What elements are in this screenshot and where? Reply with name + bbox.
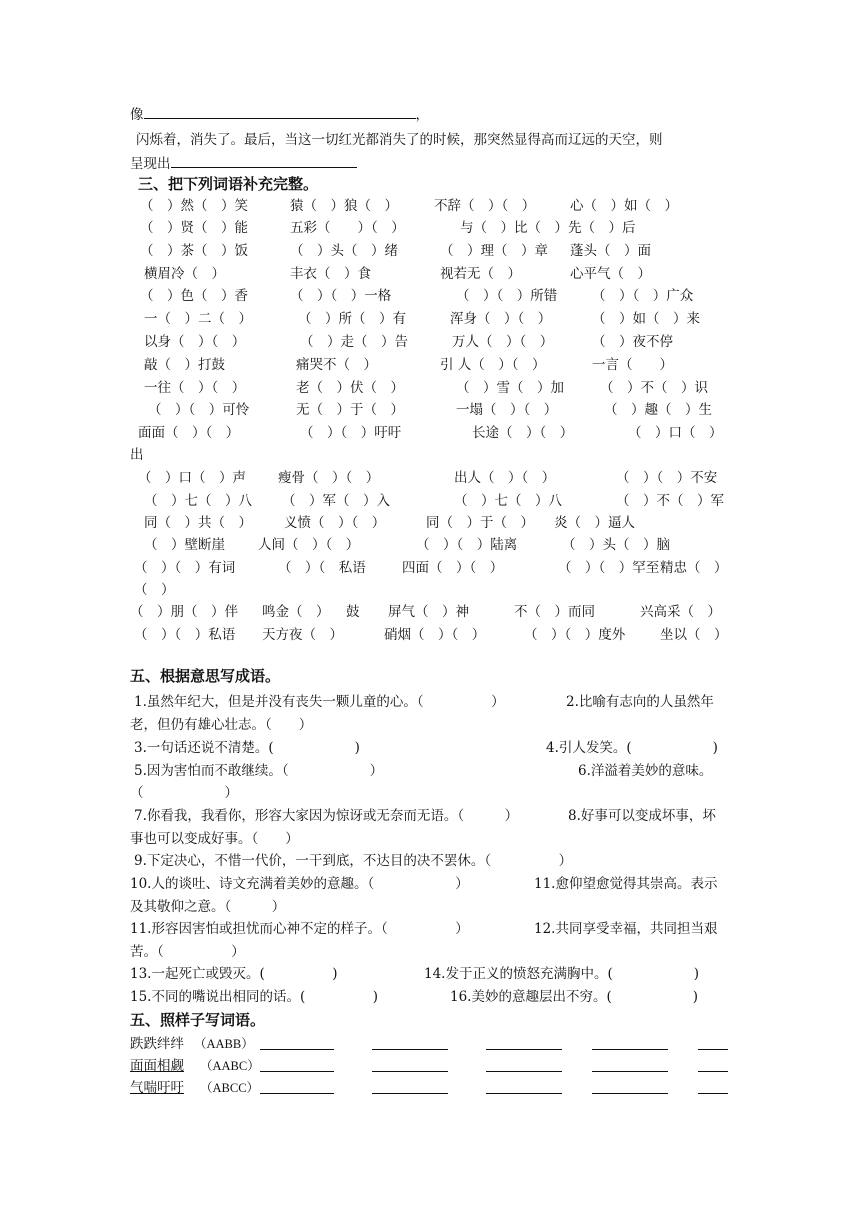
idiom-item[interactable]: （ ）（ ）私语 [134, 627, 236, 643]
idiom-item[interactable]: 炎（ ）逼人 [554, 515, 635, 531]
answer-blank[interactable] [372, 1071, 448, 1072]
question-item[interactable]: 4.引人发笑。( ) [546, 740, 718, 756]
idiom-item[interactable]: 丰衣（ ）食 [290, 266, 371, 282]
question-item[interactable]: 14.发于正义的愤怒充满胸中。( ) [424, 966, 700, 982]
intro-line-3-prefix: 呈现出 [130, 156, 171, 172]
idiom-item[interactable]: （ ）（ ）吁吁 [300, 425, 402, 441]
intro-blank-1[interactable] [144, 104, 416, 119]
idiom-item[interactable]: （ ）（ ）陆离 [416, 537, 518, 553]
question-item[interactable]: 15.不同的嘴说出相同的话。( ) [130, 989, 379, 1005]
idiom-item[interactable]: 不辞（ ）（ ） [434, 198, 536, 214]
idiom-item[interactable]: （ ）七（ ）八 [454, 493, 562, 509]
answer-blank[interactable] [260, 1071, 334, 1072]
idiom-item[interactable]: 鸣金（ ） [262, 604, 330, 620]
idiom-item[interactable]: 痛哭不（ ） [296, 357, 377, 373]
idiom-item[interactable]: 四面（ ）（ ） [402, 560, 504, 576]
idiom-item[interactable]: 一（ ）二（ ） [144, 311, 252, 327]
idiom-item[interactable]: （ ）（ ）可怜 [148, 402, 250, 418]
section5b-heading: 五、照样子写词语。 [130, 1011, 266, 1029]
answer-blank[interactable] [260, 1049, 334, 1050]
question-item[interactable]: 1.虽然年纪大，但是并没有丧失一颗儿童的心。（ ） [134, 694, 505, 710]
idiom-item[interactable]: 坐以（ ） [660, 627, 728, 643]
idiom-item[interactable]: 横眉冷（ ） [144, 266, 225, 282]
intro-line-1 [130, 104, 429, 125]
answer-blank[interactable] [592, 1093, 668, 1094]
question-item[interactable]: 7.你看我，我看你，形容大家因为惊讶或无奈而无语。（ ） [134, 808, 519, 824]
answer-blank[interactable] [486, 1093, 562, 1094]
idiom-item[interactable]: 屏气（ ）神 [388, 604, 469, 620]
question-item[interactable]: （ ） [130, 785, 238, 801]
question-item[interactable]: 16.美妙的意趣层出不穷。( ) [450, 989, 699, 1005]
idiom-item[interactable]: （ ）然（ ）笑 [140, 198, 248, 214]
idiom-item[interactable]: 一言（ ） [592, 357, 673, 373]
idiom-item[interactable]: 长途（ ）（ ） [472, 425, 574, 441]
idiom-item[interactable]: （ ）色（ ）香 [140, 288, 248, 304]
idiom-item[interactable]: 老（ ）伏（ ） [296, 380, 404, 396]
idiom-item[interactable]: 不（ ）而同 [514, 604, 595, 620]
question-item[interactable]: 12.共同享受幸福，共同担当艰 [534, 921, 718, 937]
question-item[interactable]: 8.好事可以变成坏事，坏 [568, 808, 716, 824]
idiom-item[interactable]: 视若无（ ） [440, 266, 521, 282]
idiom-item[interactable]: 硝烟（ ）（ ） [384, 627, 486, 643]
idiom-item[interactable]: 心（ ）如（ ） [570, 198, 678, 214]
idiom-item[interactable]: 引 人（ ）（ ） [440, 357, 546, 373]
idiom-item[interactable]: （ ）（ ）有词 [134, 560, 236, 576]
idiom-item[interactable]: （ ）七（ ）八 [144, 493, 252, 509]
answer-blank[interactable] [698, 1049, 728, 1050]
intro-line-3 [130, 153, 357, 174]
idiom-item[interactable]: 猿（ ）狼（ ） [290, 198, 398, 214]
idiom-item[interactable]: 同（ ）共（ ） [144, 515, 252, 531]
idiom-item[interactable]: 一往（ ）（ ） [144, 380, 246, 396]
idiom-item[interactable]: （ ）头（ ）脑 [562, 537, 670, 553]
question-item[interactable]: 3.一句话还说不清楚。( ) [134, 740, 360, 756]
answer-blank[interactable] [260, 1093, 334, 1094]
answer-blank[interactable] [486, 1049, 562, 1050]
idiom-item[interactable]: （ ）如（ ）来 [592, 311, 700, 327]
idiom-item[interactable]: （ ）趣（ ）生 [604, 402, 712, 418]
idiom-item[interactable]: 敲（ ）打鼓 [144, 357, 225, 373]
pattern-label: （AABC） [200, 1059, 260, 1073]
idiom-item[interactable]: （ ）口（ ）声 [138, 470, 246, 486]
answer-blank[interactable] [592, 1049, 668, 1050]
idiom-item[interactable]: （ ）朋（ ）伴 [130, 604, 238, 620]
question-item[interactable]: 11.愈仰望愈觉得其崇高。表示 [534, 876, 718, 892]
idiom-item[interactable]: （ ）（ ）度外 [524, 627, 626, 643]
idiom-item[interactable]: （ ）茶（ ）饭 [140, 243, 248, 259]
idiom-item[interactable]: 心平气（ ） [570, 266, 651, 282]
idiom-item[interactable]: 同（ ）于（ ） [426, 515, 534, 531]
idiom-item[interactable]: 无（ ）于（ ） [296, 402, 404, 418]
answer-blank[interactable] [486, 1071, 562, 1072]
idiom-item[interactable]: 浑身（ ）（ ） [450, 311, 552, 327]
idiom-item[interactable]: （ ）贤（ ）能 [140, 220, 248, 236]
question-item[interactable]: 9.下定决心，不惜一代价，一干到底，不达目的决不罢休。（ ） [134, 853, 573, 869]
idiom-item[interactable]: （ ）头（ ）绪 [290, 243, 398, 259]
idiom-item[interactable]: （ ）走（ ）告 [300, 334, 408, 350]
pattern-label: （ABCC） [200, 1081, 260, 1095]
idiom-item[interactable]: 义愤（ ）（ ） [284, 515, 386, 531]
idiom-item[interactable]: （ ）理（ ）章 [440, 243, 548, 259]
question-item[interactable]: 11.形容因害怕或担忧而心神不定的样子。（ ） [130, 921, 469, 937]
intro-suffix: ， [415, 107, 429, 123]
answer-blank[interactable] [698, 1071, 728, 1072]
idiom-item[interactable]: 万人（ ）（ ） [452, 334, 554, 350]
idiom-item[interactable]: 面面（ ）（ ） [138, 425, 240, 441]
idiom-item[interactable]: 五彩（ ）（ ） [290, 220, 405, 236]
idiom-item[interactable]: 出人（ ）（ ） [454, 470, 556, 486]
idiom-item[interactable]: （ ）（ 私语 [278, 560, 366, 576]
section5a-heading: 五、根据意思写成语。 [130, 667, 281, 685]
section3-heading: 三、把下列词语补充完整。 [138, 175, 319, 193]
answer-blank[interactable] [372, 1049, 448, 1050]
example-word: 跌跌绊绊 [130, 1036, 184, 1052]
question-item[interactable]: 及其敬仰之意。（ ） [130, 899, 286, 915]
idiom-item[interactable]: 蓬头（ ）面 [570, 243, 651, 259]
idiom-item[interactable]: 与（ ）比（ ）先（ ）后 [460, 220, 636, 236]
idiom-item[interactable]: （ ）壁断崖 [144, 537, 225, 553]
idiom-item[interactable]: （ ）（ ）不安 [616, 470, 718, 486]
intro-prefix: 像 [130, 107, 144, 123]
question-item[interactable]: 老，但仍有雄心壮志。（ ） [130, 717, 313, 733]
idiom-item[interactable]: （ ）（ ）罕至 [558, 560, 660, 576]
idiom-item[interactable]: 人间（ ）（ ） [258, 537, 360, 553]
intro-line-2: 闪烁着，消失了。最后，当这一切红光都消失了的时候，那突然显得高而辽远的天空，则 [136, 132, 663, 148]
idiom-item[interactable]: （ ）夜不停 [592, 334, 673, 350]
intro-blank-2[interactable] [171, 153, 357, 168]
idiom-item[interactable]: （ ）军（ ）入 [282, 493, 390, 509]
idiom-item[interactable]: 一塌（ ）（ ） [456, 402, 558, 418]
idiom-item[interactable]: 天方夜（ ） [262, 627, 343, 643]
question-item[interactable]: 6.洋溢着美妙的意味。 [578, 763, 713, 779]
idiom-item[interactable]: （ ）不（ ）军 [616, 493, 724, 509]
example-word: 气喘吁吁 [130, 1080, 184, 1096]
answer-blank[interactable] [372, 1093, 448, 1094]
idiom-item[interactable]: 精忠（ ） [660, 560, 728, 576]
idiom-item[interactable]: 鼓 [346, 604, 360, 620]
idiom-item[interactable]: （ ）口（ ） [628, 425, 723, 441]
idiom-item[interactable]: 瘦骨（ ）（ ） [278, 470, 380, 486]
idiom-item[interactable]: （ ）（ ）一格 [290, 288, 392, 304]
idiom-item[interactable]: （ ）（ ）广众 [592, 288, 694, 304]
idiom-item[interactable]: 兴高采（ ） [640, 604, 721, 620]
idiom-item[interactable]: （ ）所（ ）有 [298, 311, 406, 327]
idiom-item[interactable]: （ ） [134, 582, 175, 598]
answer-blank[interactable] [592, 1071, 668, 1072]
question-item[interactable]: 13.一起死亡或毁灭。( ) [130, 966, 338, 982]
idiom-item[interactable]: （ ）不（ ）识 [600, 380, 708, 396]
idiom-item[interactable]: 出 [130, 447, 144, 463]
question-item[interactable]: 10.人的谈吐、诗文充满着美妙的意趣。（ ） [130, 876, 469, 892]
pattern-label: （AABB） [194, 1037, 254, 1051]
question-item[interactable]: 2.比喻有志向的人虽然年 [566, 694, 714, 710]
question-item[interactable]: 事也可以变成好事。（ ） [130, 831, 299, 847]
idiom-item[interactable]: 以身（ ）（ ） [144, 334, 246, 350]
example-word: 面面相觑 [130, 1058, 184, 1074]
answer-blank[interactable] [698, 1093, 728, 1094]
idiom-item[interactable]: （ ）雪（ ）加 [456, 380, 564, 396]
question-item[interactable]: 5.因为害怕而不敢继续。（ ） [134, 763, 384, 779]
question-item[interactable]: 苦。（ ） [130, 944, 245, 960]
idiom-item[interactable]: （ ）（ ）所错 [456, 288, 558, 304]
